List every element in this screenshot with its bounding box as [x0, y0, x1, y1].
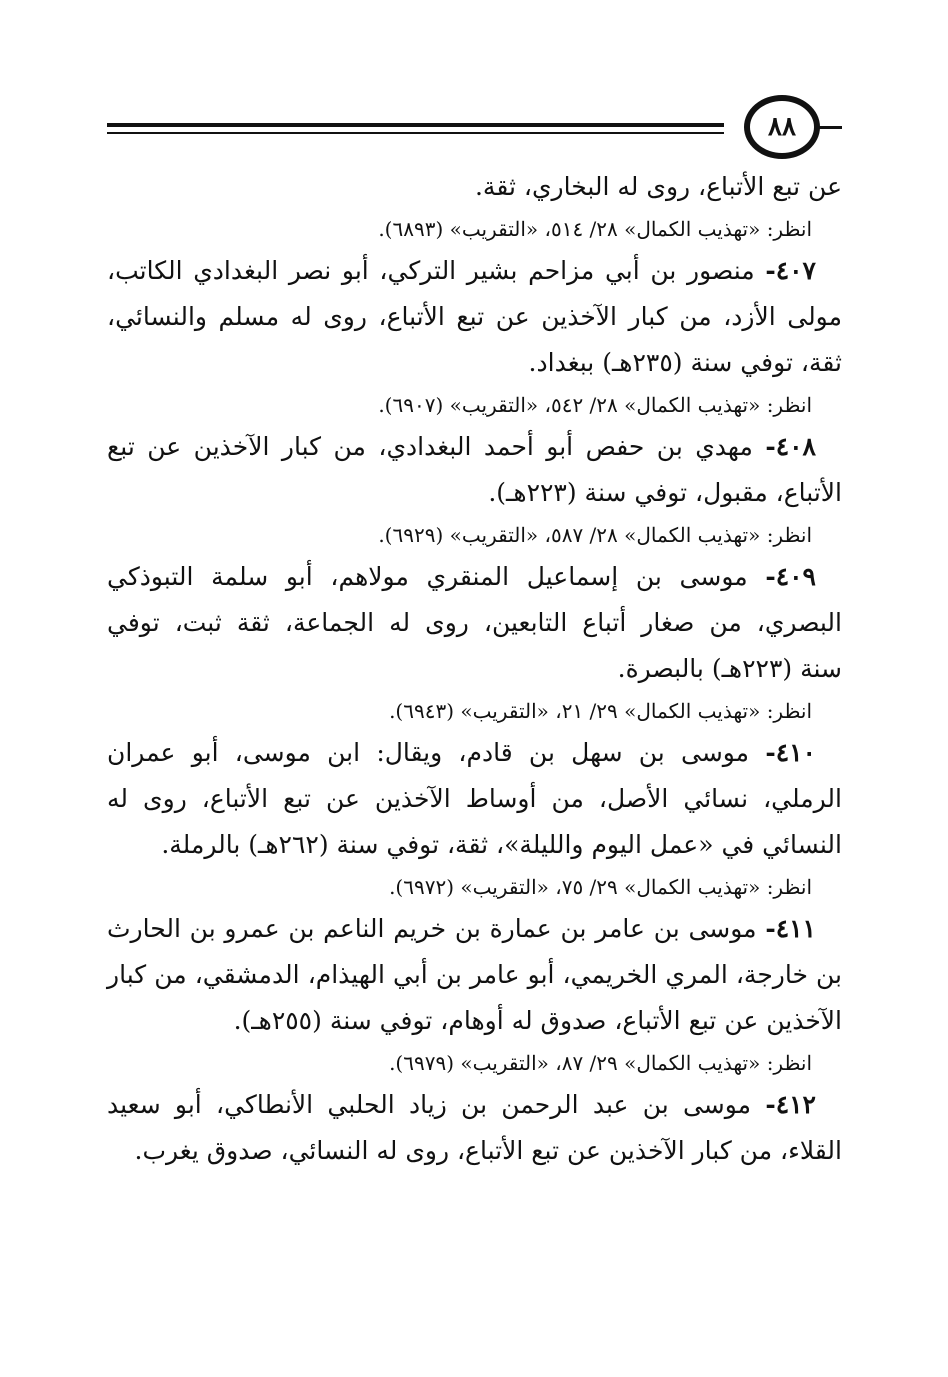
entry-number: ٤١٠-	[765, 738, 816, 767]
header-rule-top	[107, 123, 724, 127]
reference-line: انظر: «تهذيب الكمال» ٢٨/ ٥١٤، «التقريب» (٦٨٩٣).	[378, 217, 812, 241]
continuation-line: عن تبع الأتباع، روى له البخاري، ثقة.	[474, 172, 842, 201]
entry-408	[107, 424, 842, 554]
page-number-badge	[744, 95, 820, 159]
entry-text: موسى بن عامر بن عمارة بن خريم الناعم بن عمرو بن الحارث	[107, 914, 766, 943]
page-number: ٨٨	[768, 112, 796, 142]
reference-line: انظر: «تهذيب الكمال» ٢٩/ ٧٥، «التقريب» (٦٩٧٢).	[389, 875, 812, 899]
reference-line: انظر: «تهذيب الكمال» ٢٩/ ٢١، «التقريب» (٦٩٤٣).	[389, 699, 812, 723]
entry-first-line	[107, 424, 842, 470]
entry-number: ٤١٢-	[765, 1090, 816, 1119]
entry-number: ٤٠٨-	[765, 432, 816, 461]
header-rule-bottom	[107, 132, 724, 134]
entry-number: ٤٠٩-	[765, 562, 816, 591]
reference-line: انظر: «تهذيب الكمال» ٢٩/ ٨٧، «التقريب» (٦٩٧٩).	[389, 1051, 812, 1075]
entry-407	[107, 248, 842, 424]
entry-412	[107, 1082, 842, 1174]
entry-409	[107, 554, 842, 730]
entry-text: مهدي بن حفص أبو أحمد البغدادي، من كبار الآخذين عن تبع	[107, 432, 766, 461]
entry-text: منصور بن أبي مزاحم بشير التركي، أبو نصر البغدادي الكاتب،	[107, 256, 766, 285]
entry-line: مولى الأزد، من كبار الآخذين عن تبع الأتباع، روى له مسلم والنسائي،	[107, 302, 842, 331]
entry-first-line	[107, 906, 842, 952]
entry-number: ٤٠٧-	[765, 256, 816, 285]
entry-line: ثقة، توفي سنة (٢٣٥هـ) ببغداد.	[528, 348, 842, 377]
entry-line: سنة (٢٢٣هـ) بالبصرة.	[617, 654, 842, 683]
page-header	[107, 95, 842, 165]
entry-line: النسائي في «عمل اليوم والليلة»، ثقة، توفي سنة (٢٦٢هـ) بالرملة.	[161, 830, 842, 859]
entry-line: بن خارجة، المري الخريمي، أبو عامر بن أبي الهيذام، الدمشقي، من كبار	[107, 960, 842, 989]
entry-410	[107, 730, 842, 906]
entry-number: ٤١١-	[765, 914, 816, 943]
page-body	[107, 164, 842, 1174]
continuation-block	[107, 164, 842, 248]
entry-text: موسى بن عبد الرحمن بن زياد الحلبي الأنطاكي، أبو سعيد	[107, 1090, 766, 1119]
entry-first-line	[107, 554, 842, 600]
entry-first-line	[107, 730, 842, 776]
entry-line: الأتباع، مقبول، توفي سنة (٢٢٣هـ).	[488, 478, 842, 507]
entry-line: الآخذين عن تبع الأتباع، صدوق له أوهام، توفي سنة (٢٥٥هـ).	[233, 1006, 842, 1035]
entry-first-line	[107, 248, 842, 294]
entry-first-line	[107, 1082, 842, 1128]
entry-line: الرملي، نسائي الأصل، من أوساط الآخذين عن تبع الأتباع، روى له	[107, 784, 842, 813]
reference-line: انظر: «تهذيب الكمال» ٢٨/ ٥٤٢، «التقريب» (٦٩٠٧).	[378, 393, 812, 417]
entry-line: البصري، من صغار أتباع التابعين، روى له الجماعة، ثقة ثبت، توفي	[107, 608, 842, 637]
entry-text: موسى بن إسماعيل المنقري مولاهم، أبو سلمة التبوذكي	[107, 562, 766, 591]
entry-411	[107, 906, 842, 1082]
entry-text: موسى بن سهل بن قادم، ويقال: ابن موسى، أبو عمران	[107, 738, 766, 767]
reference-line: انظر: «تهذيب الكمال» ٢٨/ ٥٨٧، «التقريب» (٦٩٢٩).	[378, 523, 812, 547]
entry-line: القلاء، من كبار الآخذين عن تبع الأتباع، روى له النسائي، صدوق يغرب.	[134, 1136, 842, 1165]
